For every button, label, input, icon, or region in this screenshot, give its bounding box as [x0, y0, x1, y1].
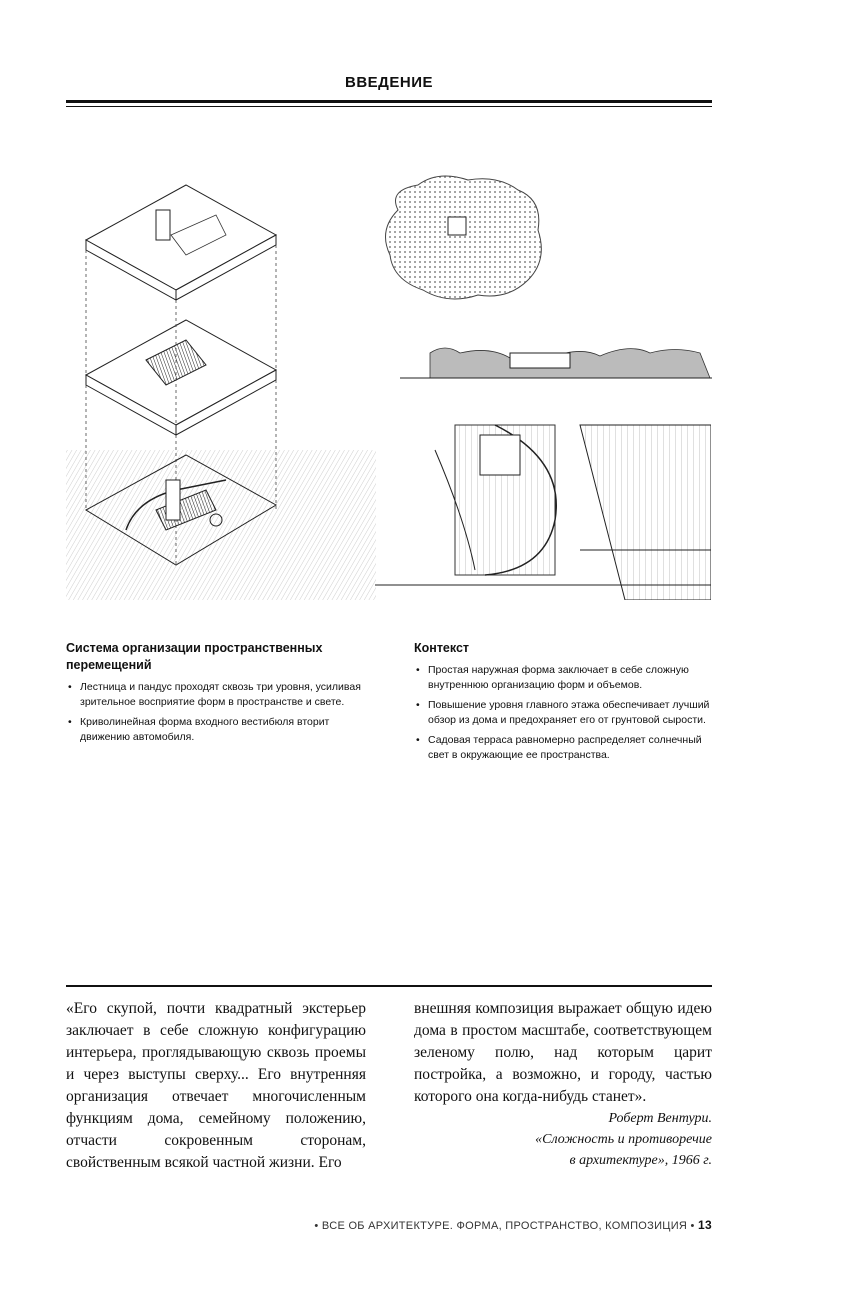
caption-bullet-list	[66, 680, 366, 745]
page-number: 13	[698, 1218, 712, 1232]
interior-perspective-drawing	[375, 420, 711, 600]
site-plan-svg	[378, 170, 548, 305]
axonometric-drawing	[66, 180, 378, 600]
attribution-source-cont: в архитектуре», 1966 г.	[569, 1153, 712, 1168]
quote-column-left: «Его скупой, почти квадратный экстерьер заключает в себе сложную конфигурацию интерьера, проглядывающую сквозь проемы и через выступы сверху... Его внутренняя организация отвечает многочисленным функциям дома, семейному положению, отчасти сокровенным сторонам, свойственным всякой частной жизни. Его	[66, 1000, 366, 1171]
header-rule-thin	[66, 106, 712, 107]
caption-bullet: • Повышение уровня главного этажа обеспечивает лучший обзор из дома и предохраняет его от грунтовой сырости.	[414, 698, 712, 728]
site-elevation-drawing	[400, 338, 712, 383]
quote-rule	[66, 985, 712, 987]
quote-column-right: внешняя композиция выражает общую идею дома в простом масштабе, соответствующем зеленому полю, над которым царит постройка, а возможно, и городу, частью которого она когда-нибудь станет».	[414, 1000, 712, 1105]
caption-context	[414, 640, 712, 768]
caption-bullet: • Садовая терраса равномерно распределяет солнечный свет в окружающие ее пространства.	[414, 733, 712, 763]
attribution-source: «Сложность и противоречие	[535, 1132, 712, 1147]
footer-book-title: • ВСЕ ОБ АРХИТЕКТУРЕ. ФОРМА, ПРОСТРАНСТВО, КОМПОЗИЦИЯ •	[314, 1220, 695, 1232]
axonometric-drawing-svg	[66, 180, 378, 600]
section-title: ВВЕДЕНИЕ	[345, 74, 433, 91]
page-footer	[314, 1218, 712, 1232]
caption-bullet: • Простая наружная форма заключает в себе сложную внутреннюю организацию форм и объемов.	[414, 663, 712, 693]
caption-title: Система организации пространственных перемещений	[66, 641, 323, 672]
attribution-author: Роберт Вентури.	[608, 1111, 712, 1126]
caption-bullet: • Криволинейная форма входного вестибюля вторит движению автомобиля.	[66, 715, 366, 745]
interior-perspective-svg	[375, 420, 711, 600]
site-plan-drawing	[378, 170, 548, 305]
caption-bullet: • Лестница и пандус проходят сквозь три уровня, усиливая зрительное восприятие форм в пространстве и свете.	[66, 680, 366, 710]
quote-attribution	[535, 1108, 712, 1171]
header-rule-thick	[66, 100, 712, 103]
running-header	[66, 74, 712, 92]
caption-circulation	[66, 640, 366, 750]
caption-bullet-list	[414, 663, 712, 763]
site-elevation-svg	[400, 338, 712, 383]
caption-title: Контекст	[414, 641, 470, 655]
